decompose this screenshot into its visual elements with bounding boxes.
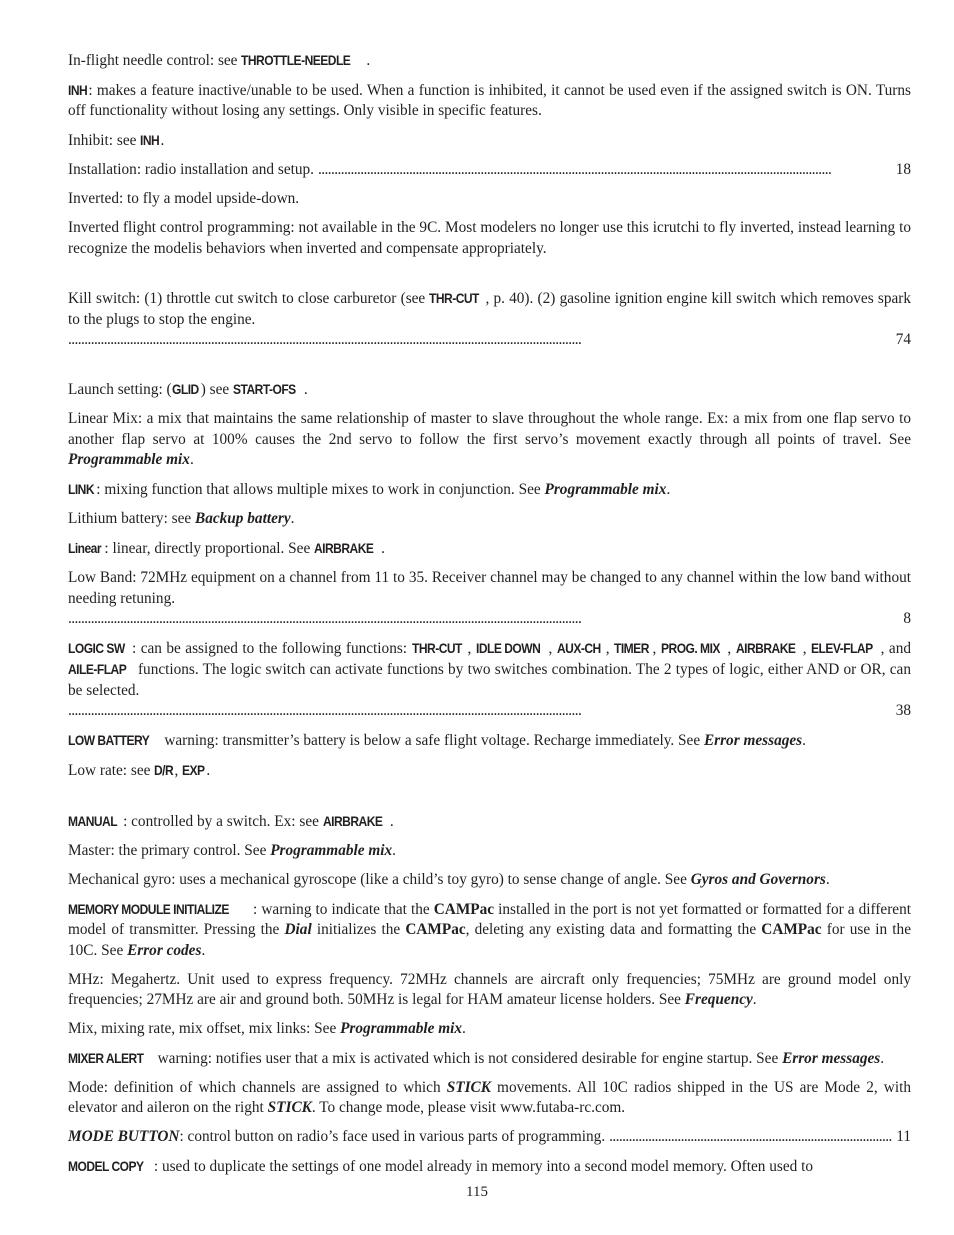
keyword: TIMER (613, 640, 649, 657)
entry-mhz: MHz: Megahertz. Unit used to express frequency. 72MHz channels are aircraft only frequencies; 75MHz are ground model only frequencies; 27MHz are air and ground both. 50MHz is legal for HAM amateur license holders. See Frequency. (68, 970, 911, 1008)
entry-lithium-battery: Lithium battery: see Backup battery. (68, 510, 295, 528)
page-number: 115 (466, 1184, 488, 1200)
keyword: START-OFS (232, 381, 296, 398)
entry-low-battery: LOW BATTERY warning: transmitter’s battery is below a safe flight voltage. Recharge immediately. See Error messages. (68, 732, 806, 750)
entry-model-copy: MODEL COPY : used to duplicate the settings of one model already in memory into a second model memory. Often used to (68, 1158, 814, 1176)
page-ref: 74 (895, 331, 911, 349)
entry-logic-sw-page (68, 701, 911, 721)
entry-low-band: Low Band: 72MHz equipment on a channel from 11 to 35. Receiver channel may be changed to any channel within the low band without needing retuning. (68, 569, 911, 607)
keyword: D/R (154, 762, 174, 779)
entry-launch-setting: Launch setting: (GLID ) see START-OFS . (68, 381, 308, 399)
entry-low-rate: Low rate: see D/R, EXP . (68, 762, 211, 780)
dot-leader (68, 701, 892, 721)
entry-low-band-page (68, 609, 911, 629)
keyword: AUX-CH (556, 640, 601, 657)
cross-reference: STICK (267, 1099, 312, 1117)
cross-reference: Backup battery (195, 510, 291, 528)
cross-reference: MODE BUTTON (68, 1128, 180, 1146)
keyword: LOGIC SW (68, 640, 125, 657)
keyword: AIRBRAKE (322, 812, 383, 829)
page-ref: 11 (896, 1128, 911, 1146)
entry-link: LINK : mixing function that allows multiple mixes to work in conjunction. See Programmable mix. (68, 481, 671, 499)
page-ref: 18 (895, 161, 911, 179)
entry-manual: MANUAL : controlled by a switch. Ex: see AIRBRAKE . (68, 812, 394, 830)
entry-logic-sw: LOGIC SW : can be assigned to the following functions: THR-CUT , IDLE DOWN , AUX-CH , TIMER , PROG. MIX , AIRBRAKE , ELEV-FLAP , and AILE-FLAP functions. The logic switch can activate functions by two switches combination. The 2 types of logic, either AND or OR, can be selected. (68, 640, 912, 699)
entry-kill-switch: Kill switch: (1) throttle cut switch to close carburetor (see THR-CUT , p. 40). (2) gasoline ignition engine kill switch which removes spark to the plugs to stop the engine. (68, 290, 911, 328)
product-name: CAMPac (405, 921, 466, 939)
keyword: INH (140, 132, 160, 149)
keyword: Linear (68, 540, 102, 557)
dot-leader (318, 160, 892, 180)
page-ref: 8 (903, 610, 911, 628)
entry-linear-mix: Linear Mix: a mix that maintains the same relationship of master to slave throughout the whole range. Ex: a mix from one flap servo to another flap servo at 100% causes the 2nd servo to follow the first servo’s movement exactly through all points of travel. See Programmable mix. (68, 410, 911, 469)
dot-leader (68, 330, 892, 350)
keyword: EXP (182, 762, 205, 779)
cross-reference: Error messages (782, 1049, 881, 1067)
entry-mode-button: MODE BUTTON: control button on radio’s face used in various parts of programming. . . . 11 (68, 1127, 911, 1147)
cross-reference: STICK (446, 1078, 491, 1096)
cross-reference: Programmable mix (270, 841, 393, 859)
glossary-page (68, 50, 911, 1186)
keyword: MIXER ALERT (68, 1049, 144, 1066)
entry-installation: Installation: radio installation and setup. . . . 18 (68, 160, 911, 180)
entry-kill-switch-page (68, 330, 911, 350)
cross-reference: Programmable mix (544, 481, 667, 499)
entry-mechanical-gyro: Mechanical gyro: uses a mechanical gyroscope (like a child’s toy gyro) to sense change of angle. See Gyros and Governors. (68, 870, 830, 888)
cross-reference: Programmable mix (340, 1019, 463, 1037)
keyword: LOW BATTERY (68, 732, 150, 749)
entry-linear: Linear : linear, directly proportional. See AIRBRAKE . (68, 540, 385, 558)
dot-leader (68, 609, 899, 629)
entry-inflight-needle: In-flight needle control: see THROTTLE-NEEDLE . (68, 52, 371, 69)
keyword: AIRBRAKE (314, 540, 374, 557)
product-name: CAMPac (761, 921, 822, 939)
keyword: LINK (68, 481, 95, 498)
keyword: THR-CUT (411, 640, 462, 657)
page-ref: 38 (895, 702, 911, 720)
dot-leader (609, 1127, 892, 1147)
keyword: THR-CUT (429, 290, 480, 307)
entry-inh: INH: makes a feature inactive/unable to be used. When a function is inhibited, it cannot be used even if the assigned switch is ON. Turns off functionality without losing any settings. Only visible in specific features. (68, 82, 911, 120)
keyword: ELEV-FLAP (811, 640, 873, 657)
cross-reference: Programmable mix (68, 451, 190, 469)
keyword: MODEL COPY (68, 1158, 144, 1175)
entry-inverted: Inverted: to fly a model upside-down. (68, 190, 300, 208)
entry-mixer-alert: MIXER ALERT warning: notifies user that a mix is activated which is not considered desirable for engine startup. See Error messages. (68, 1049, 885, 1067)
keyword: AILE-FLAP (68, 661, 127, 678)
entry-mix: Mix, mixing rate, mix offset, mix links: See Programmable mix. (68, 1019, 466, 1037)
keyword: THROTTLE-NEEDLE (241, 52, 351, 68)
cross-reference: Error codes (127, 941, 202, 959)
keyword: MEMORY MODULE INITIALIZE (68, 900, 229, 917)
cross-reference: Gyros and Governors (690, 870, 826, 888)
cross-reference: Frequency (684, 990, 753, 1008)
keyword: MANUAL (68, 812, 118, 829)
keyword: AIRBRAKE (735, 640, 796, 657)
keyword: PROG. MIX (660, 640, 720, 657)
keyword: GLID (171, 381, 199, 398)
product-name: CAMPac (433, 900, 495, 918)
entry-mode: Mode: definition of which channels are assigned to which STICK movements. All 10C radios shipped in the US are Mode 2, with elevator and aileron on the right STICK. To change mode, please visit www.futaba-rc.com. (68, 1078, 911, 1117)
entry-inverted-programming: Inverted flight control programming: not available in the 9C. Most modelers no longer use this icrutchi to fly inverted, instead learning to recognize the modelis behaviors when inverted and compensate appropriately. (68, 219, 911, 257)
entry-memory-module: MEMORY MODULE INITIALIZE : warning to indicate that the CAMPac installed in the port is not yet formatted or formatted for a different model of transmitter. Pressing the Dial initializes the CAMPac, deleting any existing data and formatting the CAMPac for use in the 10C. See Error codes. (68, 900, 911, 959)
cross-reference: Error messages (703, 732, 803, 750)
cross-reference: Dial (284, 921, 312, 939)
keyword: INH (68, 82, 88, 98)
keyword: IDLE DOWN (475, 640, 541, 657)
entry-master: Master: the primary control. See Programmable mix. (68, 841, 396, 859)
entry-inhibit: Inhibit: see INH. (68, 132, 165, 150)
